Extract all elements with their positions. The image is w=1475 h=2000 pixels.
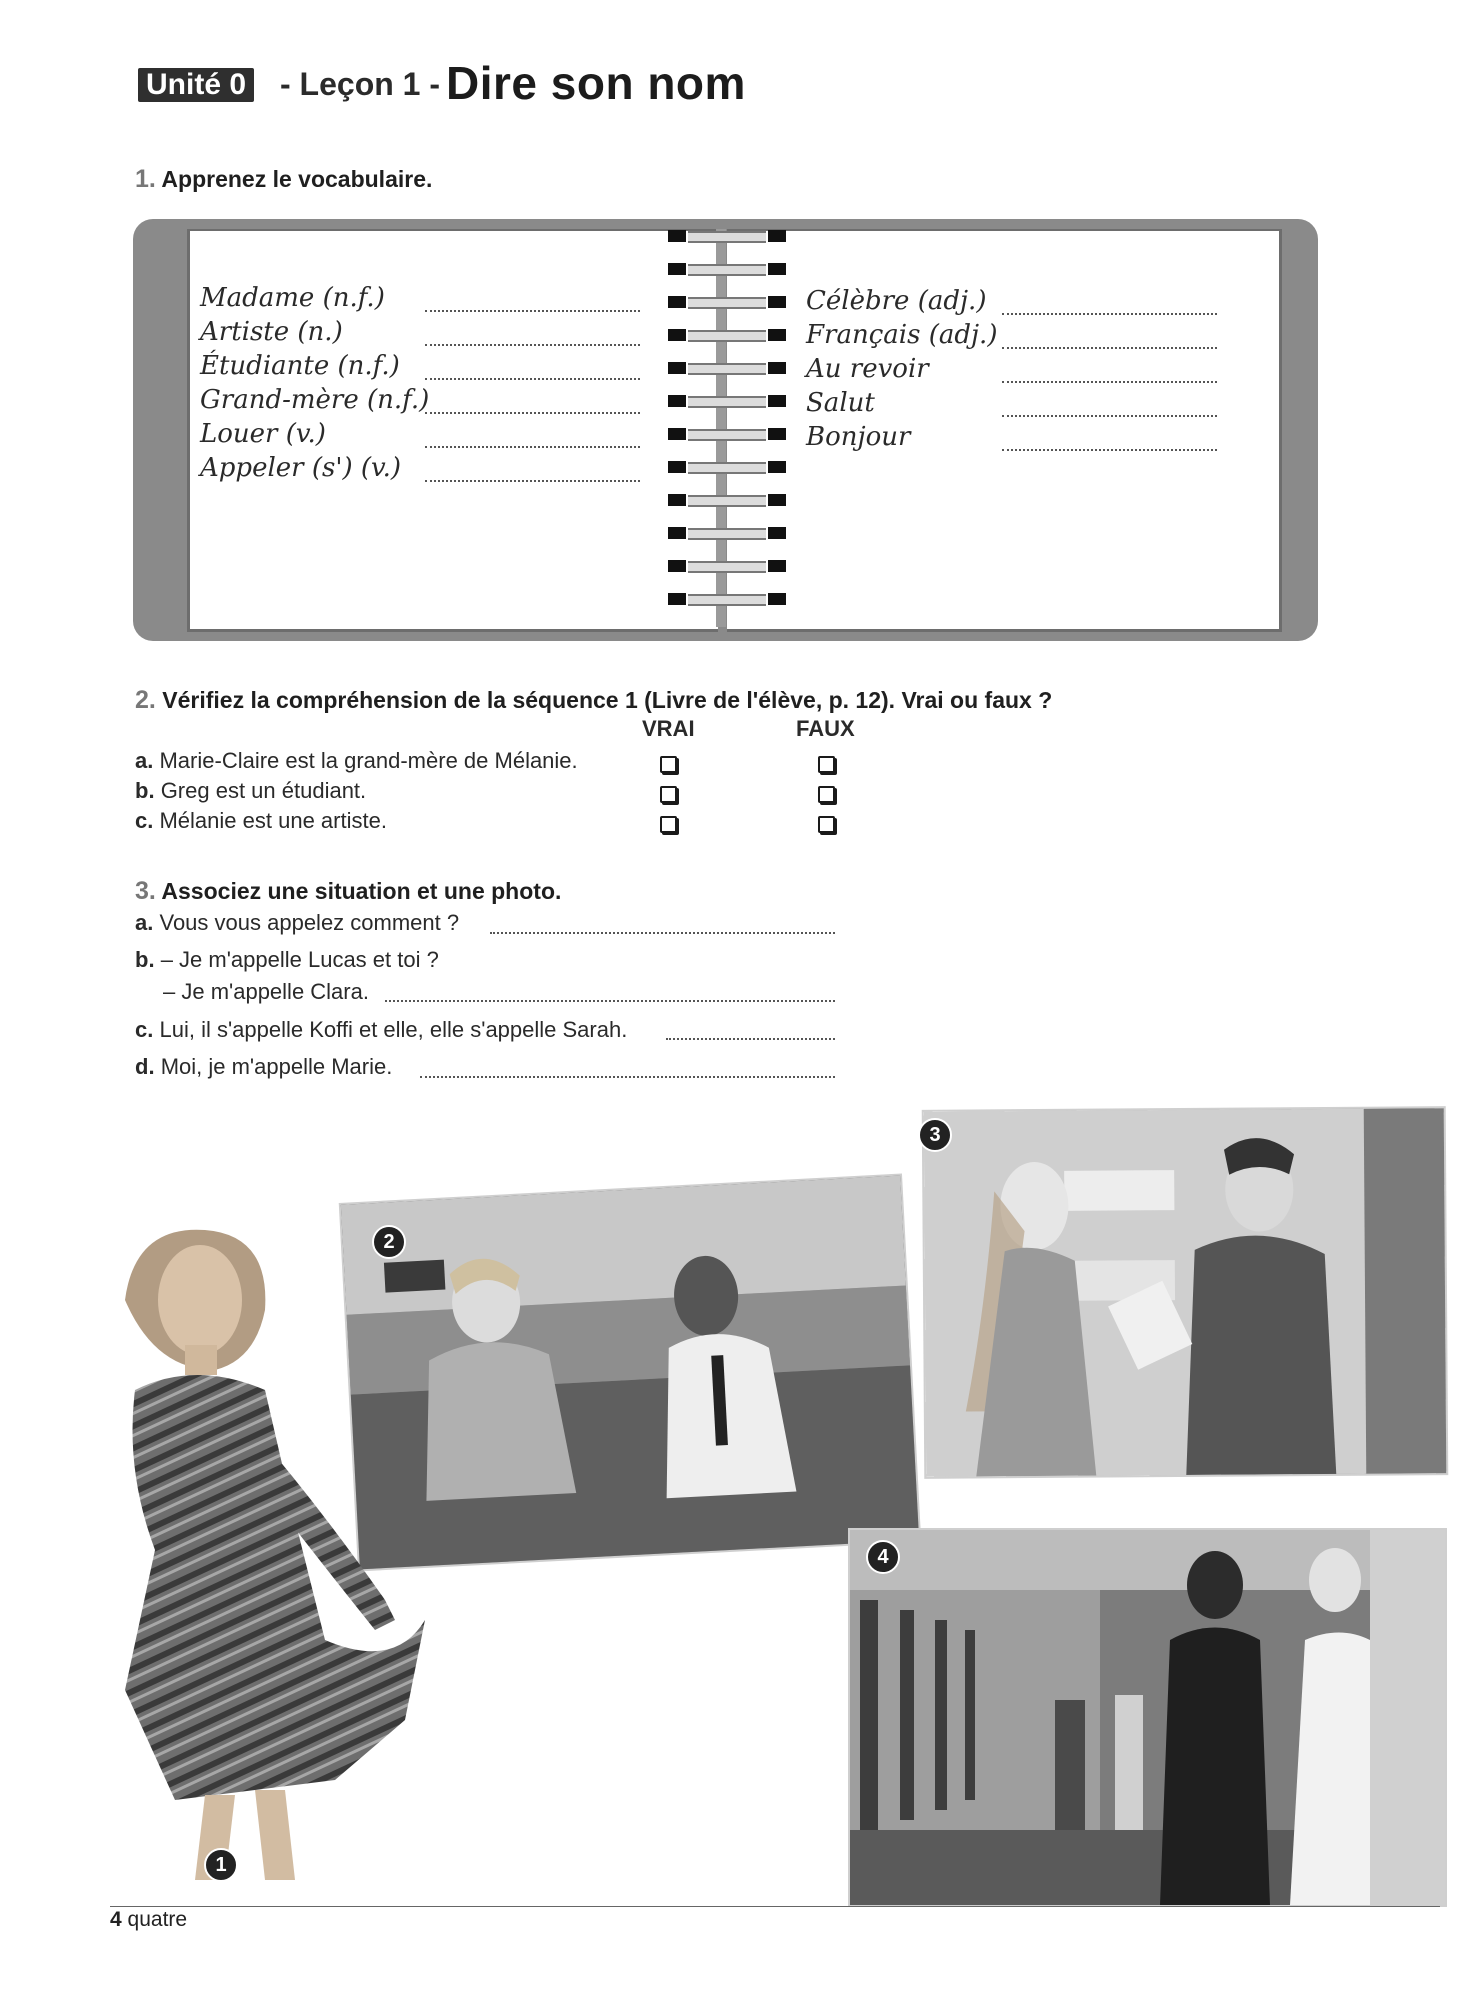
checkbox-false-c[interactable] — [818, 816, 835, 833]
answer-line[interactable] — [425, 412, 640, 414]
unit-badge: Unité 0 — [138, 68, 254, 102]
statement-row — [135, 778, 366, 804]
vocab-word: Bonjour — [806, 422, 911, 452]
situation-letter: a. — [135, 910, 154, 935]
photo-3-illustration — [924, 1108, 1447, 1477]
answer-line[interactable] — [1002, 347, 1217, 349]
exercise-1-heading — [135, 165, 432, 194]
vocab-word: Louer (v.) — [200, 419, 326, 449]
vocab-word: Étudiante (n.f.) — [200, 351, 400, 381]
column-false: FAUX — [796, 716, 855, 741]
notebook-ring — [668, 361, 786, 375]
vocab-word: Célèbre (adj.) — [806, 286, 987, 316]
photo-2-badge: 2 — [372, 1225, 406, 1259]
photo-4-badge: 4 — [866, 1540, 900, 1574]
exercise-3-heading — [135, 877, 561, 906]
exercise-1-number: 1. — [135, 165, 156, 193]
answer-line[interactable] — [425, 480, 640, 482]
statement-row — [135, 808, 387, 834]
statement-text: Greg est un étudiant. — [160, 778, 367, 803]
situation-text: Vous vous appelez comment ? — [159, 910, 460, 935]
answer-line[interactable] — [1002, 381, 1217, 383]
answer-line[interactable] — [490, 932, 835, 934]
page-number — [110, 1908, 187, 1932]
vocab-word: Au revoir — [806, 354, 929, 384]
footer-rule — [110, 1906, 1440, 1907]
statement-row — [135, 748, 578, 774]
page-number-digit: 4 — [110, 1908, 122, 1931]
photo-4-illustration — [850, 1530, 1445, 1905]
statement-letter: b. — [135, 778, 155, 803]
situation-row — [135, 1017, 627, 1043]
notebook-ring — [668, 295, 786, 309]
statement-text: Mélanie est une artiste. — [159, 808, 387, 833]
situation-letter: b. — [135, 947, 155, 972]
exercise-1-instruction: Apprenez le vocabulaire. — [161, 166, 433, 192]
situation-row — [135, 910, 459, 936]
column-true: VRAI — [642, 716, 695, 741]
notebook-ring — [668, 526, 786, 540]
answer-line[interactable] — [425, 344, 640, 346]
lesson-label: - Leçon 1 - — [280, 66, 441, 102]
statement-letter: a. — [135, 748, 154, 773]
photo-1-illustration — [95, 1220, 515, 1900]
notebook-ring — [668, 394, 786, 408]
statement-letter: c. — [135, 808, 154, 833]
notebook-ring — [668, 262, 786, 276]
vocab-word: Salut — [806, 388, 875, 418]
answer-line[interactable] — [1002, 313, 1217, 315]
notebook-ring — [668, 427, 786, 441]
page-number-word: quatre — [127, 1908, 188, 1931]
answer-line[interactable] — [1002, 449, 1217, 451]
checkbox-false-b[interactable] — [818, 786, 835, 803]
vocab-word: Appeler (s') (v.) — [200, 453, 402, 483]
exercise-2-number: 2. — [135, 686, 156, 714]
answer-line[interactable] — [425, 310, 640, 312]
situation-text: – Je m'appelle Clara. — [163, 979, 369, 1004]
checkbox-true-c[interactable] — [660, 816, 677, 833]
vocab-word: Français (adj.) — [806, 320, 998, 350]
statement-text: Marie-Claire est la grand-mère de Mélanie. — [159, 748, 578, 773]
checkbox-true-a[interactable] — [660, 756, 677, 773]
situation-letter: c. — [135, 1017, 154, 1042]
exercise-3-instruction: Associez une situation et une photo. — [161, 878, 562, 904]
notebook-ring — [668, 328, 786, 342]
notebook-ring — [668, 592, 786, 606]
vocab-word: Artiste (n.) — [200, 317, 343, 347]
situation-text: Moi, je m'appelle Marie. — [160, 1054, 393, 1079]
exercise-3-number: 3. — [135, 877, 156, 905]
notebook-ring — [668, 229, 786, 243]
notebook-ring — [668, 460, 786, 474]
exercise-2-heading — [135, 686, 1052, 715]
answer-line[interactable] — [425, 378, 640, 380]
situation-text: – Je m'appelle Lucas et toi ? — [160, 947, 439, 972]
answer-line[interactable] — [1002, 415, 1217, 417]
notebook-ring — [668, 559, 786, 573]
page-title: Dire son nom — [446, 57, 746, 109]
answer-line[interactable] — [666, 1038, 835, 1040]
vocab-word: Madame (n.f.) — [200, 283, 385, 313]
situation-row — [135, 1054, 392, 1080]
photo-3-badge: 3 — [918, 1118, 952, 1152]
situation-row — [163, 979, 369, 1005]
exercise-2-instruction: Vérifiez la compréhension de la séquence 1 (Livre de l'élève, p. 12). Vrai ou faux ? — [162, 687, 1053, 713]
checkbox-false-a[interactable] — [818, 756, 835, 773]
vocab-word: Grand-mère (n.f.) — [200, 385, 430, 415]
situation-text: Lui, il s'appelle Koffi et elle, elle s'appelle Sarah. — [159, 1017, 628, 1042]
answer-line[interactable] — [425, 446, 640, 448]
situation-letter: d. — [135, 1054, 155, 1079]
photo-3 — [924, 1108, 1447, 1477]
photo-1-badge: 1 — [204, 1848, 238, 1882]
answer-line[interactable] — [385, 1000, 835, 1002]
situation-row — [135, 947, 439, 973]
notebook-ring — [668, 493, 786, 507]
photo-1 — [95, 1220, 515, 1900]
answer-line[interactable] — [420, 1076, 835, 1078]
checkbox-true-b[interactable] — [660, 786, 677, 803]
photo-4 — [850, 1530, 1445, 1905]
